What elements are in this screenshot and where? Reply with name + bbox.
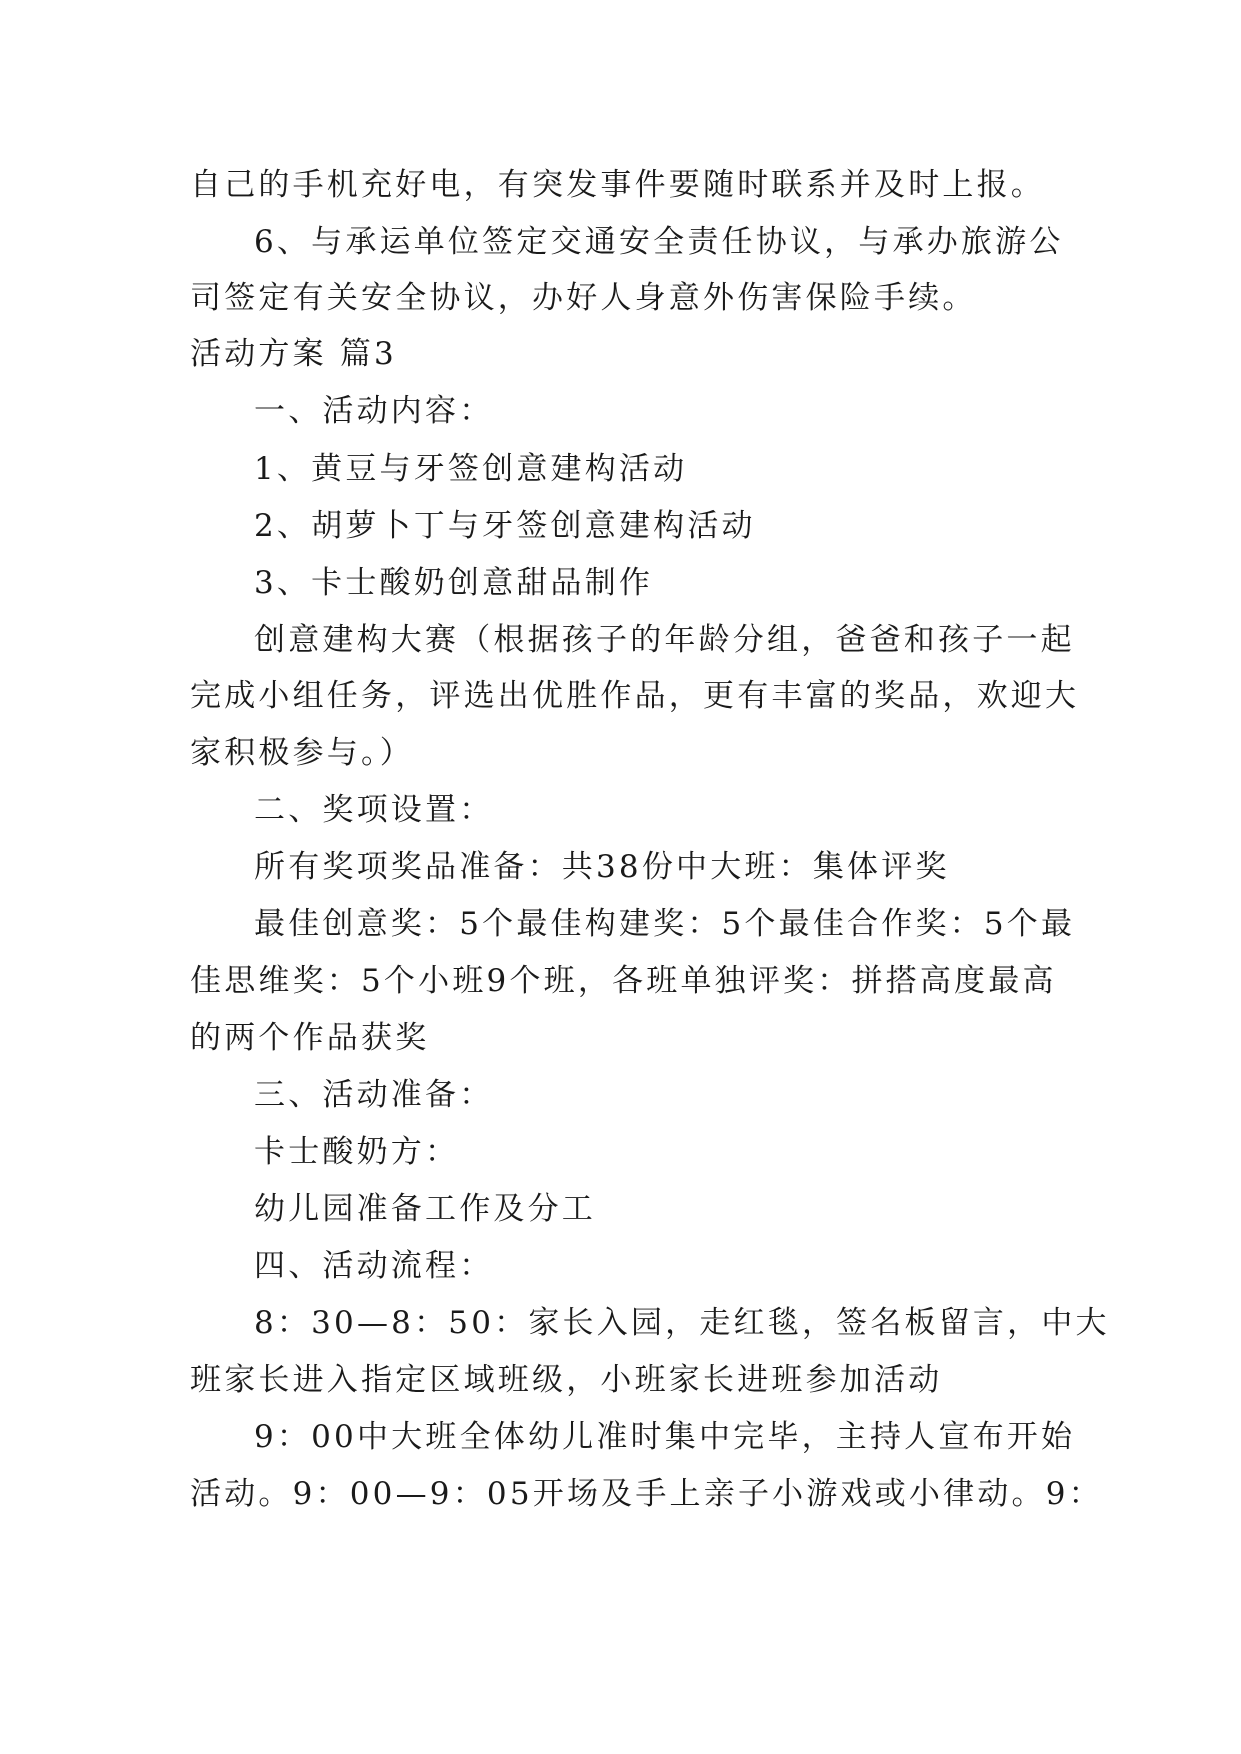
subsection-heading: 一、活动内容： [254, 393, 494, 429]
paragraph-line: 创意建构大赛（根据孩子的年龄分组，爸爸和孩子一起 [254, 622, 1075, 658]
paragraph-line: 班家长进入指定区域班级，小班家长进班参加活动 [190, 1362, 943, 1398]
paragraph-line: 活动。9：00—9：05开场及手上亲子小游戏或小律动。9： [190, 1476, 1103, 1512]
paragraph-line: 佳思维奖：5个小班9个班，各班单独评奖：拼搭高度最高 [190, 963, 1057, 999]
paragraph-line: 幼儿园准备工作及分工 [254, 1191, 596, 1227]
subsection-heading: 二、奖项设置： [254, 792, 494, 828]
paragraph-line: 8：30—8：50：家长入园，走红毯，签名板留言，中大 [254, 1305, 1110, 1341]
paragraph-line: 最佳创意奖：5个最佳构建奖：5个最佳合作奖：5个最 [254, 906, 1076, 942]
paragraph-line: 家积极参与。） [190, 735, 414, 771]
subsection-heading: 三、活动准备： [254, 1077, 494, 1113]
paragraph-line: 卡士酸奶方： [254, 1134, 460, 1170]
paragraph-line: 所有奖项奖品准备：共38份中大班：集体评奖 [254, 849, 950, 885]
paragraph-line: 9：00中大班全体幼儿准时集中完毕，主持人宣布开始 [254, 1419, 1076, 1455]
list-item: 2、胡萝卜丁与牙签创意建构活动 [254, 508, 756, 544]
paragraph-line: 的两个作品获奖 [190, 1020, 430, 1056]
list-item: 1、黄豆与牙签创意建构活动 [254, 451, 688, 487]
subsection-heading: 四、活动流程： [254, 1248, 494, 1284]
paragraph-line: 6、与承运单位签定交通安全责任协议，与承办旅游公 [254, 224, 1064, 260]
section-heading: 活动方案 篇3 [190, 336, 397, 372]
list-item: 3、卡士酸奶创意甜品制作 [254, 565, 654, 601]
paragraph-line: 自己的手机充好电，有突发事件要随时联系并及时上报。 [190, 167, 1045, 203]
paragraph-line: 完成小组任务，评选出优胜作品，更有丰富的奖品，欢迎大 [190, 678, 1080, 714]
paragraph-line: 司签定有关安全协议，办好人身意外伤害保险手续。 [190, 280, 977, 316]
